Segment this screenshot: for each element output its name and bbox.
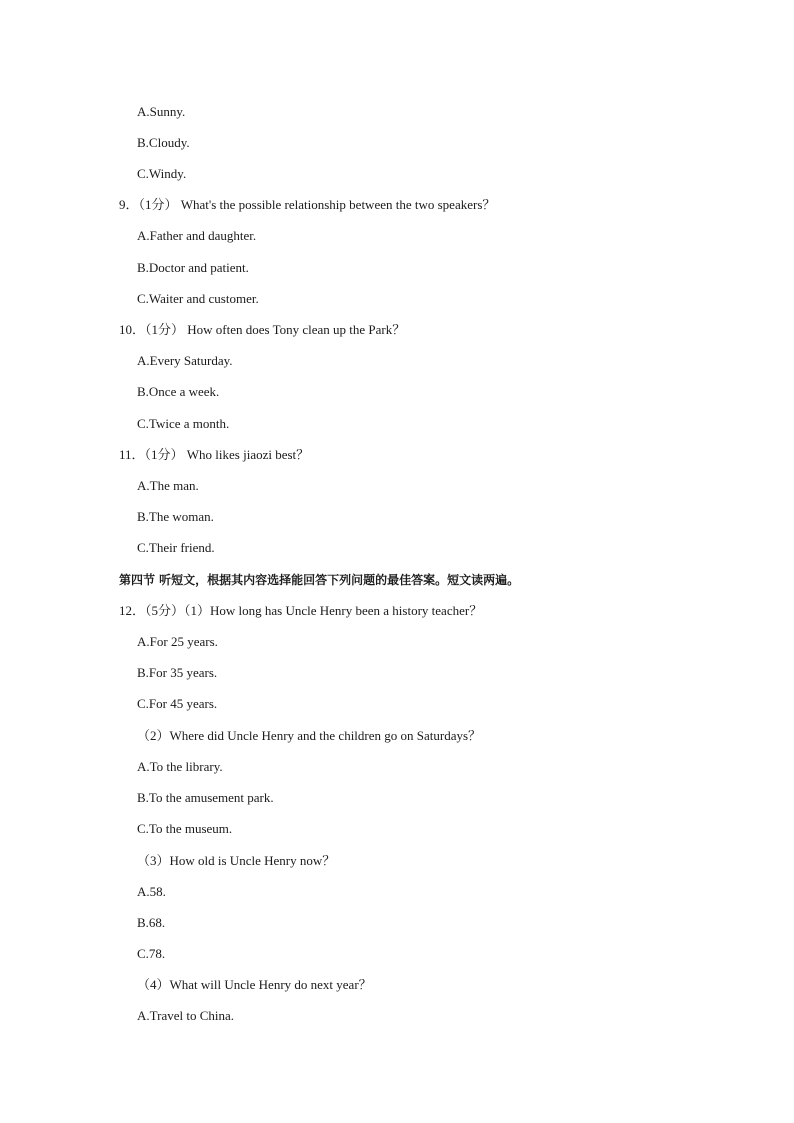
option-b-the-woman: B.The woman. [137,509,214,524]
question-10: 10．（1分） How often does Tony clean up the Park？ [119,322,406,337]
option-c-78: C.78. [137,946,166,961]
option-a-every-saturday: A.Every Saturday. [137,353,233,368]
option-b-35-years: B.For 35 years. [137,665,218,680]
option-a-the-man: A.The man. [137,478,199,493]
option-c-twice-a-month: C.Twice a month. [137,416,230,431]
option-c-45-years: C.For 45 years. [137,696,218,711]
question-11: 11．（1分） Who likes jiaozi best？ [119,447,310,462]
section-4-heading: 第四节 听短文，根据其内容选择能回答下列问题的最佳答案。短文读两遍。 [119,573,520,587]
option-b-68: B.68. [137,915,166,930]
option-a-library: A.To the library. [137,759,223,774]
question-9: 9．（1分） What's the possible relationship between the two speakers？ [119,197,496,212]
option-b-doctor: B.Doctor and patient. [137,260,249,275]
option-b-amusement-park: B.To the amusement park. [137,790,274,805]
question-12-part-1: 12．（5分）（1）How long has Uncle Henry been a history teacher？ [119,603,483,618]
option-a-58: A.58. [137,884,166,899]
option-c-waiter: C.Waiter and customer. [137,291,259,306]
option-a-sunny: A.Sunny. [137,104,186,119]
option-c-windy: C.Windy. [137,166,187,181]
question-12-part-4: （4）What will Uncle Henry do next year？ [137,977,372,992]
option-c-their-friend: C.Their friend. [137,540,215,555]
option-a-travel-china: A.Travel to China. [137,1008,235,1023]
question-12-part-3: （3）How old is Uncle Henry now？ [137,853,336,868]
option-a-25-years: A.For 25 years. [137,634,218,649]
option-b-once-a-week: B.Once a week. [137,384,220,399]
option-a-father: A.Father and daughter. [137,228,257,243]
option-c-museum: C.To the museum. [137,821,233,836]
option-b-cloudy: B.Cloudy. [137,135,190,150]
question-12-part-2: （2）Where did Uncle Henry and the children go on Saturdays？ [137,728,482,743]
